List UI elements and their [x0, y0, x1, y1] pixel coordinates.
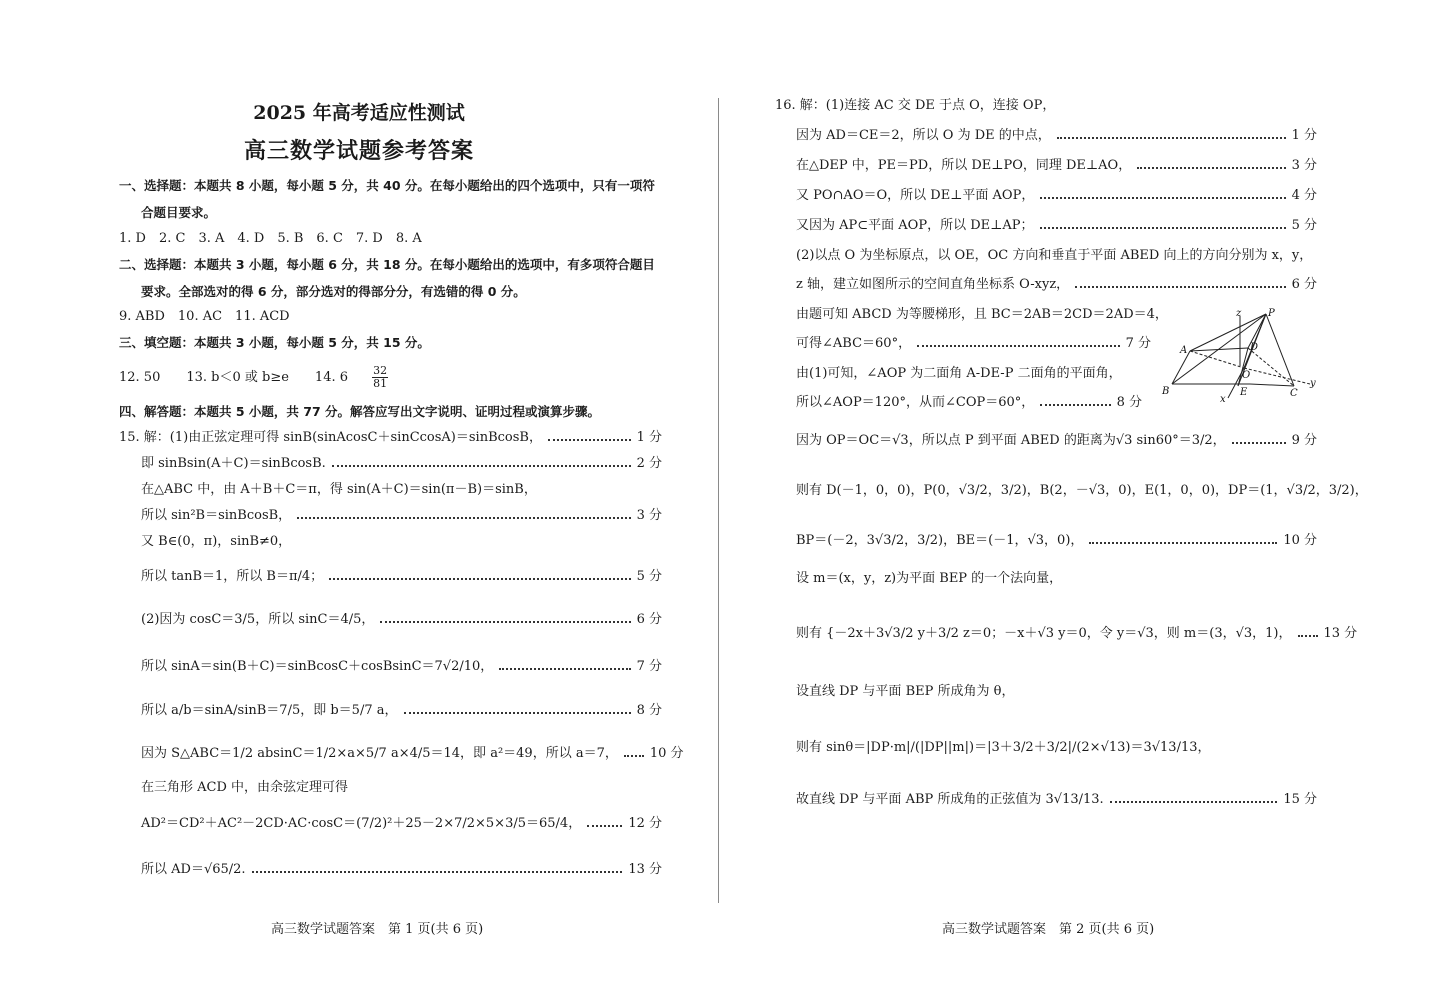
fraction-numerator: 32	[373, 364, 388, 377]
q16-line-13: 则有 D(－1，0，0)，P(0，√3/2，3/2)，B(2，－√3，0)，E(1，0，0)，DP＝(1，√3/2，3/2)，	[796, 483, 1368, 498]
q15-line-8-score: 7 分	[636, 659, 662, 674]
q16-line-14-score: 10 分	[1283, 533, 1317, 548]
q16-line-12-text: 因为 OP＝OC＝√3，所以点 P 到平面 ABED 的距离为√3 sin60°＝3/2，	[796, 433, 1226, 448]
q15-line-13-text: 所以 AD＝√65/2.	[141, 862, 246, 877]
leader-dots	[917, 345, 1120, 347]
y-axis	[1244, 368, 1310, 384]
q15-line-10-score: 10 分	[649, 746, 684, 761]
page-divider	[718, 98, 719, 903]
q16-line-5-score: 5 分	[1291, 218, 1317, 233]
q15-line-4-text: 所以 sin²B＝sinBcosB，	[141, 508, 292, 523]
leader-dots	[499, 668, 630, 670]
q15-line-1	[119, 430, 662, 446]
q15-line-8-text: 所以 sinA＝sin(B＋C)＝sinBcosC＋cosBsinC＝7√2/10，	[141, 659, 494, 674]
leader-dots	[1040, 404, 1110, 406]
answer-15-fraction	[372, 365, 388, 390]
q16-line-2	[796, 128, 1317, 144]
q16-line-19-text: 故直线 DP 与平面 ABP 所成角的正弦值为 3√13/13.	[796, 792, 1104, 807]
leader-dots	[1232, 442, 1286, 444]
q16-line-9	[796, 336, 1151, 352]
page-2-footer: 高三数学试题答案 第 2 页(共 6 页)	[942, 922, 1155, 937]
leader-dots	[548, 439, 631, 441]
q15-line-9-text: 所以 a/b＝sinA/sinB＝7/5，即 b＝5/7 a，	[141, 703, 398, 718]
q15-line-2-text: 即 sinBsin(A＋C)＝sinBcosB.	[141, 456, 326, 471]
q15-line-11: 在三角形 ACD 中，由余弦定理可得	[141, 780, 349, 795]
leader-dots	[297, 517, 630, 519]
q15-line-3: 在△ABC 中，由 A＋B＋C＝π，得 sin(A＋C)＝sin(π－B)＝sinB，	[141, 482, 537, 497]
q15-line-10	[141, 746, 684, 762]
q15-line-2-score: 2 分	[636, 456, 662, 471]
q16-line-3	[796, 158, 1317, 174]
figure-label-c: C	[1290, 388, 1298, 399]
section-2-answers: 9. ABD 10. AC 11. ACD	[119, 309, 290, 324]
line-ao	[1190, 351, 1244, 368]
q16-line-2-score: 1 分	[1291, 128, 1317, 143]
leader-dots	[1057, 137, 1286, 139]
edge-pc	[1266, 314, 1294, 386]
q16-line-16-score: 13 分	[1323, 626, 1358, 641]
q16-line-14	[796, 533, 1317, 549]
leader-dots	[1075, 286, 1285, 288]
page-1-footer: 高三数学试题答案 第 1 页(共 6 页)	[271, 922, 484, 937]
q16-line-11	[796, 395, 1142, 411]
leader-dots	[1040, 197, 1285, 199]
q16-line-1: 16. 解：(1)连接 AC 交 DE 于点 O，连接 OP，	[775, 98, 1056, 113]
q15-line-6-score: 5 分	[636, 569, 662, 584]
q15-line-7-text: (2)因为 cosC＝3/5，所以 sinC＝4/5，	[141, 612, 375, 627]
leader-dots	[329, 578, 630, 580]
section-2-heading-cont: 要求。全部选对的得 6 分，部分选对的得部分分，有选错的得 0 分。	[141, 284, 526, 299]
q15-line-10-text: 因为 S△ABC＝1/2 absinC＝1/2×a×5/7 a×4/5＝14，即 a²＝49，所以 a＝7，	[141, 746, 618, 761]
figure-label-o: O	[1242, 370, 1251, 381]
leader-dots	[1137, 167, 1285, 169]
q15-line-6-text: 所以 tanB＝1，所以 B＝π/4；	[141, 569, 324, 584]
leader-dots	[1110, 801, 1278, 803]
fraction-denominator: 81	[373, 377, 388, 390]
figure-label-z: z	[1236, 308, 1242, 319]
q16-line-8: 由题可知 ABCD 为等腰梯形，且 BC＝2AB＝2CD＝2AD＝4，	[796, 307, 1168, 322]
answer-title: 高三数学试题参考答案	[243, 138, 474, 164]
section-1-heading-cont: 合题目要求。	[141, 205, 217, 220]
q15-line-12-text: AD²＝CD²＋AC²－2CD·AC·cosC＝(7/2)²＋25－2×7/2×5×3/5＝65/4，	[141, 816, 582, 831]
q16-line-19-score: 15 分	[1283, 792, 1317, 807]
leader-dots	[1089, 542, 1277, 544]
leader-dots	[624, 755, 644, 757]
leader-dots	[1040, 227, 1286, 229]
q15-line-12-score: 12 分	[628, 816, 662, 831]
q16-line-4-text: 又 PO∩AO＝O，所以 DE⊥平面 AOP，	[796, 188, 1035, 203]
q16-line-7	[796, 277, 1317, 293]
q16-line-7-text: z 轴，建立如图所示的空间直角坐标系 O-xyz，	[796, 277, 1070, 292]
q16-line-16	[796, 626, 1358, 642]
right-page	[720, 0, 1437, 1002]
figure-label-e: E	[1240, 387, 1248, 398]
section-3-heading: 三、填空题：本题共 3 小题，每小题 5 分，共 15 分。	[119, 335, 430, 350]
q16-line-5-text: 又因为 AP⊂平面 AOP，所以 DE⊥AP；	[796, 218, 1034, 233]
q15-line-7-score: 6 分	[636, 612, 662, 627]
q16-line-17: 设直线 DP 与平面 BEP 所成角为 θ，	[796, 684, 1015, 699]
section-1-answers: 1. D 2. C 3. A 4. D 5. B 6. C 7. D 8. A	[119, 231, 422, 246]
q16-line-4-score: 4 分	[1291, 188, 1317, 203]
q15-line-1-text: 15. 解：(1)由正弦定理可得 sinB(sinAcosC＋sinCcosA)＝sinBcosB，	[119, 430, 542, 445]
q15-line-2	[141, 456, 662, 472]
q16-line-2-text: 因为 AD＝CE＝2，所以 O 为 DE 的中点，	[796, 128, 1051, 143]
q16-line-12	[796, 433, 1317, 449]
q15-line-9-score: 8 分	[636, 703, 662, 718]
q16-line-16-text: 则有 {－2x＋3√3/2 y＋3/2 z＝0；－x＋√3 y＝0，令 y＝√3，则 m＝(3，√3，1)，	[796, 626, 1292, 641]
q16-line-11-score: 8 分	[1116, 395, 1142, 410]
leader-dots	[587, 825, 622, 827]
q16-line-15: 设 m＝(x，y，z)为平面 BEP 的一个法向量，	[796, 571, 1063, 586]
q15-line-4	[141, 508, 662, 524]
exam-title: 2025 年高考适应性测试	[253, 102, 465, 124]
q15-line-12	[141, 816, 662, 832]
q15-line-9	[141, 703, 662, 719]
base-edge-ec	[1250, 384, 1294, 386]
section-1-heading: 一、选择题：本题共 8 小题，每小题 5 分，共 40 分。在每小题给出的四个选项中，只有一项符	[119, 178, 655, 193]
figure-label-d: D	[1250, 342, 1259, 353]
q16-line-9-text: 可得∠ABC＝60°，	[796, 336, 912, 351]
q15-line-1-score: 1 分	[636, 430, 662, 445]
section-2-heading: 二、选择题：本题共 3 小题，每小题 6 分，共 18 分。在每小题给出的选项中，有多项符合题目	[119, 257, 655, 272]
q16-line-6: (2)以点 O 为坐标原点，以 OE，OC 方向和垂直于平面 ABED 向上的方向分别为 x，y，	[796, 248, 1313, 263]
q15-line-7	[141, 612, 662, 628]
q15-line-13-score: 13 分	[628, 862, 662, 877]
figure-label-b: B	[1162, 386, 1170, 397]
q16-line-9-score: 7 分	[1125, 336, 1151, 351]
q16-line-5	[796, 218, 1317, 234]
q16-line-3-score: 3 分	[1291, 158, 1317, 173]
leader-dots	[380, 621, 630, 623]
leader-dots	[252, 871, 623, 873]
figure-label-a: A	[1180, 345, 1188, 356]
q15-line-4-score: 3 分	[636, 508, 662, 523]
coordinate-figure	[1160, 306, 1320, 406]
answers-12-14: 12. 50 13. b＜0 或 b≥e 14. 6	[119, 370, 348, 385]
q16-line-3-text: 在△DEP 中，PE＝PD，所以 DE⊥PO，同理 DE⊥AO，	[796, 158, 1132, 173]
q15-line-8	[141, 659, 662, 675]
leader-dots	[404, 712, 631, 714]
figure-label-x: x	[1220, 394, 1226, 405]
q16-line-18: 则有 sinθ＝|DP·m|/(|DP||m|)＝|3＋3/2＋3/2|/(2×√13)＝3√13/13，	[796, 740, 1211, 755]
q16-line-7-score: 6 分	[1291, 277, 1317, 292]
q16-line-12-score: 9 分	[1291, 433, 1317, 448]
leader-dots	[1298, 635, 1318, 637]
q15-line-13	[141, 862, 662, 878]
section-3-answers	[119, 365, 389, 390]
figure-label-y: y	[1310, 378, 1316, 389]
section-4-heading: 四、解答题：本题共 5 小题，共 77 分。解答应写出文字说明、证明过程或演算步骤。	[119, 404, 601, 419]
q16-line-4	[796, 188, 1317, 204]
q16-line-19	[796, 792, 1317, 808]
q15-line-5: 又 B∈(0，π)，sinB≠0，	[141, 534, 292, 549]
q15-line-6	[141, 569, 662, 585]
q16-line-10: 由(1)可知，∠AOP 为二面角 A-DE-P 二面角的平面角，	[796, 366, 1122, 381]
q16-line-14-text: BP＝(－2，3√3/2，3/2)，BE＝(－1，√3，0)，	[796, 533, 1084, 548]
figure-label-p: P	[1268, 308, 1275, 319]
leader-dots	[332, 465, 631, 467]
left-page	[0, 0, 718, 1002]
q16-line-11-text: 所以∠AOP＝120°，从而∠COP＝60°，	[796, 395, 1035, 410]
